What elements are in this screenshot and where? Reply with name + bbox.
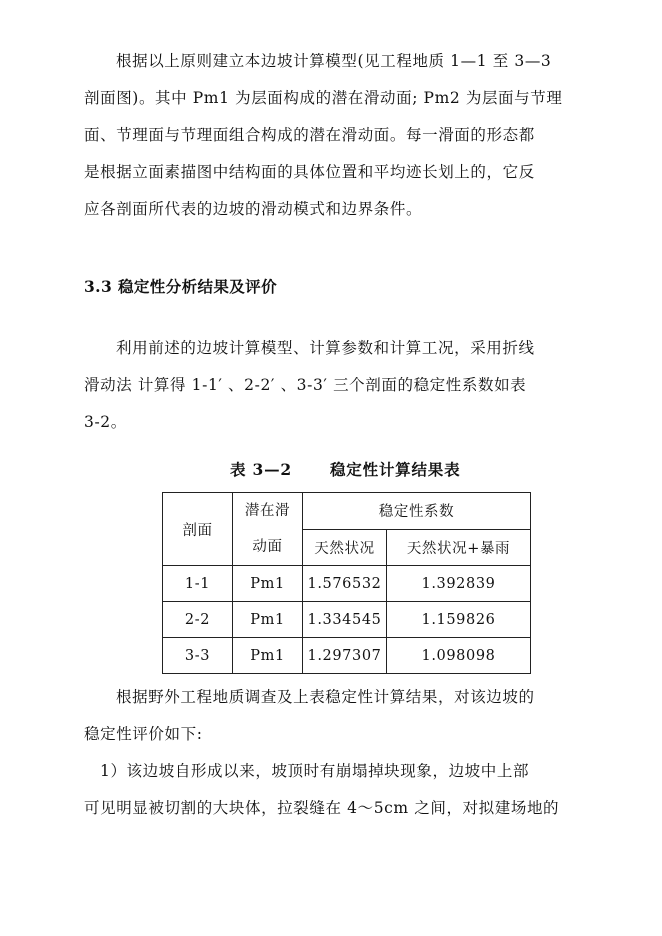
intro-line-3: 面、节理面与节理面组合构成的潜在滑动面。每一滑面的形态都 bbox=[84, 126, 535, 144]
intro-line-2: 剖面图)。其中 Pm1 为层面构成的潜在滑动面; Pm2 为层面与节理 bbox=[84, 89, 563, 107]
evaluation-line-3: 1）该边坡自形成以来，坡顶时有崩塌掉块现象，边坡中上部 bbox=[100, 762, 530, 780]
cell-section: 2-2 bbox=[163, 602, 233, 638]
section-heading: 3.3 稳定性分析结果及评价 bbox=[84, 277, 277, 296]
intro-line-4: 是根据立面素描图中结构面的具体位置和平均迹长划上的，它反 bbox=[84, 163, 535, 181]
table-row bbox=[163, 638, 531, 674]
cell-natural-rain: 1.098098 bbox=[387, 638, 531, 674]
header-natural: 天然状况 bbox=[303, 529, 387, 566]
cell-surface: Pm1 bbox=[233, 638, 303, 674]
header-coef-group: 稳定性系数 bbox=[303, 493, 531, 530]
analysis-paragraph bbox=[84, 330, 594, 441]
analysis-line-2: 滑动法 计算得 1-1′ 、2-2′ 、3-3′ 三个剖面的稳定性系数如表 bbox=[84, 376, 527, 394]
cell-surface: Pm1 bbox=[233, 566, 303, 602]
cell-natural-rain: 1.392839 bbox=[387, 566, 531, 602]
header-surface-line2: 动面 bbox=[252, 539, 283, 555]
cell-section: 3-3 bbox=[163, 638, 233, 674]
evaluation-line-4: 可见明显被切割的大块体，拉裂缝在 4～5cm 之间，对拟建场地的 bbox=[84, 799, 560, 817]
header-natural-rain: 天然状况+暴雨 bbox=[387, 529, 531, 566]
table-caption-title: 稳定性计算结果表 bbox=[329, 460, 461, 479]
cell-surface: Pm1 bbox=[233, 602, 303, 638]
cell-section: 1-1 bbox=[163, 566, 233, 602]
header-surface-line1: 潜在滑 bbox=[244, 503, 291, 519]
evaluation-line-1: 根据野外工程地质调查及上表稳定性计算结果，对该边坡的 bbox=[116, 688, 535, 706]
table-row bbox=[163, 602, 531, 638]
cell-natural: 1.334545 bbox=[303, 602, 387, 638]
cell-natural: 1.297307 bbox=[303, 638, 387, 674]
analysis-line-3: 3-2。 bbox=[84, 413, 127, 431]
intro-line-5: 应各剖面所代表的边坡的滑动模式和边界条件。 bbox=[84, 200, 423, 218]
evaluation-paragraph bbox=[84, 679, 594, 827]
intro-line-1: 根据以上原则建立本边坡计算模型(见工程地质 1—1 至 3—3 bbox=[116, 52, 552, 70]
evaluation-line-2: 稳定性评价如下: bbox=[84, 725, 203, 743]
header-section: 剖面 bbox=[163, 493, 233, 566]
intro-paragraph bbox=[84, 43, 594, 228]
cell-natural-rain: 1.159826 bbox=[387, 602, 531, 638]
table-caption-number: 表 3—2 bbox=[230, 460, 292, 479]
table-caption bbox=[230, 458, 460, 480]
analysis-line-1: 利用前述的边坡计算模型、计算参数和计算工况，采用折线 bbox=[116, 339, 535, 357]
table-row bbox=[163, 566, 531, 602]
header-surface bbox=[233, 493, 303, 566]
cell-natural: 1.576532 bbox=[303, 566, 387, 602]
stability-results-table bbox=[162, 492, 531, 674]
